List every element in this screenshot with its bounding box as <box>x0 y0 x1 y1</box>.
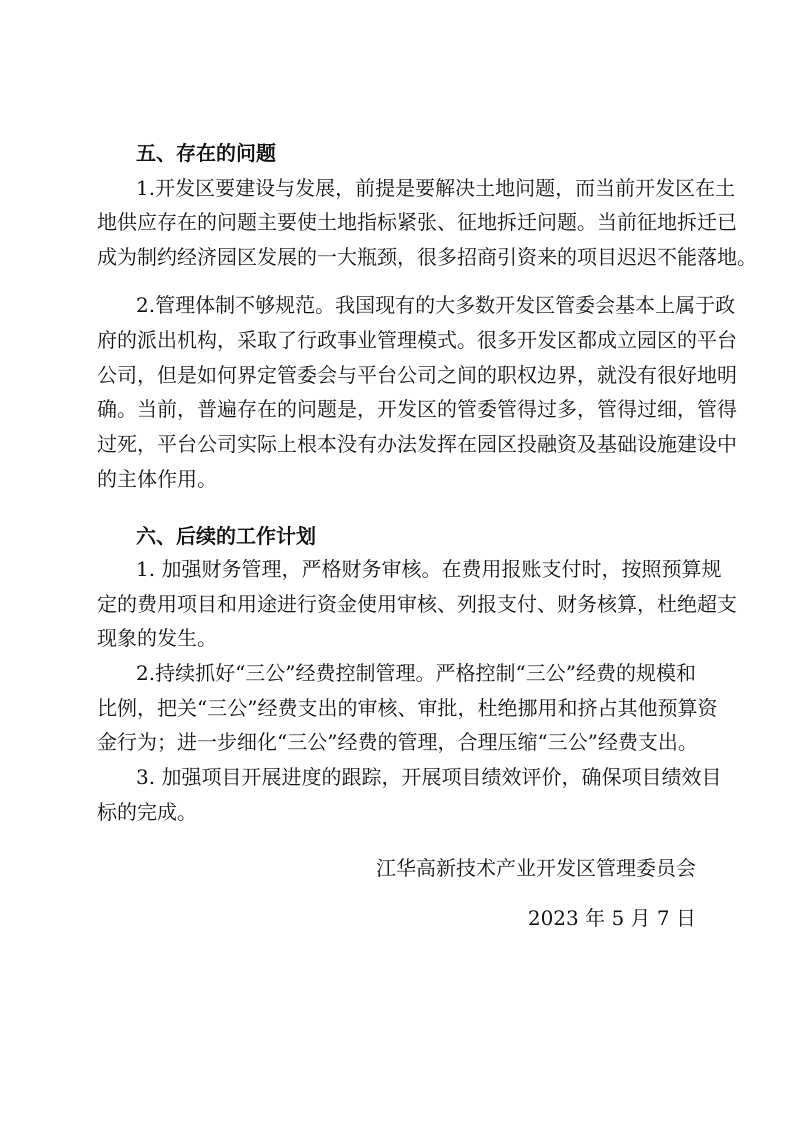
paragraph-line: 定的费用项目和用途进行资金使用审核、列报支付、财务核算，杜绝超支 <box>97 592 737 616</box>
section-heading: 六、后续的工作计划 <box>136 524 316 548</box>
paragraph-line: 1. 加强财务管理，严格财务审核。在费用报账支付时，按照预算规 <box>136 557 722 581</box>
paragraph-line: 金行为；进一步细化“三公”经费的管理，合理压缩“三公”经费支出。 <box>97 730 698 754</box>
signature-date: 2023 年 5 月 7 日 <box>527 906 696 930</box>
paragraph-line: 标的完成。 <box>97 800 197 824</box>
paragraph-line: 成为制约经济园区发展的一大瓶颈，很多招商引资来的项目迟迟不能落地。 <box>97 245 757 269</box>
signature-org: 江华高新技术产业开发区管理委员会 <box>376 856 696 880</box>
paragraph-line: 3. 加强项目开展进度的跟踪，开展项目绩效评价，确保项目绩效目 <box>136 765 722 789</box>
paragraph-line: 1.开发区要建设与发展，前提是要解决土地问题，而当前开发区在土 <box>136 176 736 200</box>
paragraph-line: 现象的发生。 <box>97 626 217 650</box>
paragraph-line: 地供应存在的问题主要使土地指标紧张、征地拆迁问题。当前征地拆迁已 <box>97 210 737 234</box>
paragraph-line: 公司，但是如何界定管委会与平台公司之间的职权边界，就没有很好地明 <box>97 363 737 387</box>
paragraph-line: 确。当前，普遍存在的问题是，开发区的管委管得过多，管得过细，管得 <box>97 397 737 421</box>
paragraph-line: 比例，把关“三公”经费支出的审核、审批，杜绝挪用和挤占其他预算资 <box>97 696 718 720</box>
section-heading: 五、存在的问题 <box>136 141 276 165</box>
paragraph-line: 过死，平台公司实际上根本没有办法发挥在园区投融资及基础设施建设中 <box>97 432 737 456</box>
paragraph-line: 2.管理体制不够规范。我国现有的大多数开发区管委会基本上属于政 <box>136 293 736 317</box>
paragraph-line: 2.持续抓好“三公”经费控制管理。严格控制“三公”经费的规模和 <box>136 661 696 685</box>
paragraph-line: 府的派出机构，采取了行政事业管理模式。很多开发区都成立园区的平台 <box>97 328 737 352</box>
paragraph-line: 的主体作用。 <box>97 467 217 491</box>
